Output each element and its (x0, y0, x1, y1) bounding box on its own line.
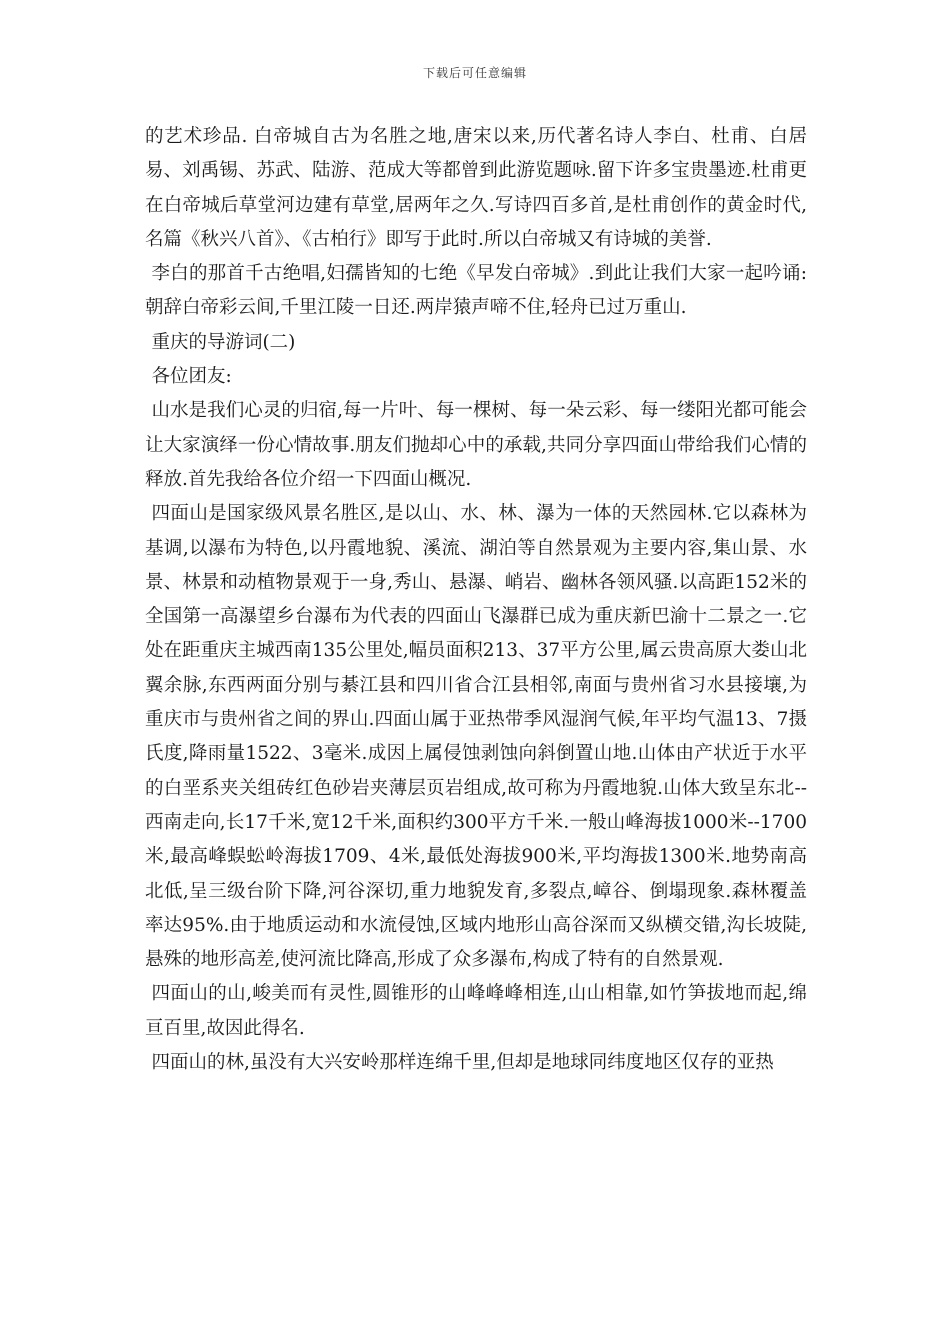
paragraph-simianshan-overview: 四面山是国家级风景名胜区,是以山、水、林、瀑为一体的天然园林.它以森林为基调,以瀑布为特色,以丹霞地貌、溪流、湖泊等自然景观为主要内容,集山景、水景、林景和动植物景观于一身,秀山、悬瀑、峭岩、幽林各领风骚.以高距152米的全国第一高瀑望乡台瀑布为代表的四面山飞瀑群已成为重庆新巴渝十二景之一.它处在距重庆主城西南135公里处,幅员面积213、37平方公里,属云贵高原大娄山北翼余脉,东西两面分别与綦江县和四川省合江县相邻,南面与贵州省习水县接壤,为重庆市与贵州省之间的界山.四面山属于亚热带季风湿润气候,年平均气温13、7摄氏度,降雨量1522、3毫米.成因上属侵蚀剥蚀向斜倒置山地.山体由产状近于水平的白垩系夹关组砖红色砂岩夹薄层页岩组成,故可称为丹霞地貌.山体大致呈东北--西南走向,长17千米,宽12千米,面积约300平方千米.一般山峰海拔1000米--1700米,最高峰蜈蚣岭海拔1709、4米,最低处海拔900米,平均海拔1300米.地势南高北低,呈三级台阶下降,河谷深切,重力地貌发育,多裂点,嶂谷、倒塌现象.森林覆盖率达95%.由于地质运动和水流侵蚀,区域内地形山高谷深而又纵横交错,沟长坡陡,悬殊的地形高差,使河流比降高,形成了众多瀑布,构成了特有的自然景观. (145, 503, 807, 971)
paragraph-baidicheng-history: 的艺术珍品. 白帝城自古为名胜之地,唐宋以来,历代著名诗人李白、杜甫、白居易、刘禹锡、苏武、陆游、范成大等都曾到此游览题咏.留下许多宝贵墨迹.杜甫更在白帝城后草堂河边建有草堂,居两年之久.写诗四百多首,是杜甫创作的黄金时代,名篇《秋兴八首》、《古柏行》即写于此时.所以白帝城又有诗城的美誉. (145, 126, 807, 250)
page-header: 下载后可任意编辑 (422, 66, 527, 80)
greeting: 各位团友: (151, 366, 232, 388)
paragraph-libai-poem: 李白的那首千古绝唱,妇孺皆知的七绝《早发白帝城》.到此让我们大家一起吟诵:朝辞白帝彩云间,千里江陵一日还.两岸猿声啼不住,轻舟已过万重山. (145, 263, 807, 319)
paragraph-simianshan-mountains: 四面山的山,峻美而有灵性,圆锥形的山峰峰峰相连,山山相靠,如竹笋拔地而起,绵亘百里,故因此得名. (145, 983, 807, 1039)
paragraph-simianshan-forest: 四面山的林,虽没有大兴安岭那样连绵千里,但却是地球同纬度地区仅存的亚热 (151, 1052, 774, 1074)
document-body (145, 120, 807, 1080)
paragraph-intro: 山水是我们心灵的归宿,每一片叶、每一棵树、每一朵云彩、每一缕阳光都可能会让大家演绎一份心情故事.朋友们抛却心中的承载,共同分享四面山带给我们心情的释放.首先我给各位介绍一下四面山概况. (145, 400, 807, 490)
section-title: 重庆的导游词(二) (151, 331, 296, 353)
